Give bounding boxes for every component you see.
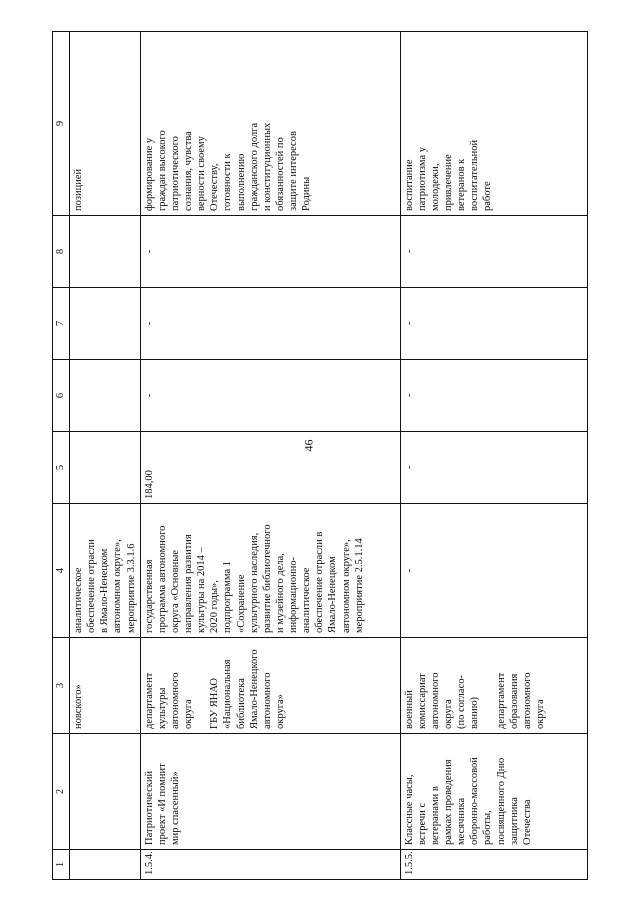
header-cell: 8 [53, 216, 70, 288]
header-cell: 3 [53, 638, 70, 734]
row-value-6: - [400, 360, 587, 432]
page-number: 46 [301, 439, 316, 452]
header-cell: 1 [53, 850, 70, 880]
table-cell [70, 216, 141, 288]
header-cell: 5 [53, 432, 70, 504]
header-cell: 7 [53, 288, 70, 360]
header-cell: 4 [53, 504, 70, 638]
row-executor: департамент культуры автономного округа ГБУ ЯНАО «Национальная библиотека Ямало-Ненецкого автономного округа» [140, 638, 400, 734]
row-value-5: 184,00 [140, 432, 400, 504]
row-value-8: - [400, 216, 587, 288]
table-cell [70, 432, 141, 504]
table-cell [70, 850, 141, 880]
rotated-table-container [52, 32, 588, 880]
header-cell: 6 [53, 360, 70, 432]
row-number: 1.5.4. [140, 850, 400, 880]
row-result: воспитание патриотизма у молодежи, привлечение ветеранов к воспитательной работе [400, 32, 587, 216]
table-row [140, 32, 400, 880]
row-program: государственная программа автономного округа «Основные направления развития культуры на 2014 – 2020 годы», подпрограмма 1 «Сохранение культурного наследия, развитие библиотечного и музейного дела, информационно- аналитическое обеспечение отрасли в Ямало-Ненецком автономном округе», мероприятие 2.5.1.14 [140, 504, 400, 638]
row-value-7: - [400, 288, 587, 360]
header-cell: 9 [53, 32, 70, 216]
row-value-5: - [400, 432, 587, 504]
row-number: 1.5.5. [400, 850, 587, 880]
continuation-row [70, 32, 141, 880]
table-row [400, 32, 587, 880]
table-cell: новского» [70, 638, 141, 734]
row-value-6: - [140, 360, 400, 432]
row-value-7: - [140, 288, 400, 360]
row-value-8: - [140, 216, 400, 288]
row-name: Патриотический проект «И помнит мир спасенный» [140, 734, 400, 850]
row-result: формирование у граждан высокого патриотического сознания, чувства верности своему Отечеству, готовности к выполнению гражданского долга и конституционных обязанностей по защите интересов Родины [140, 32, 400, 216]
table-cell [70, 734, 141, 850]
header-cell: 2 [53, 734, 70, 850]
header-row [53, 32, 70, 880]
table-cell: позицией [70, 32, 141, 216]
row-name: Классные часы, встречи с ветеранами в рамках проведения месячника оборонно-массовой работы, посвященного Дню защитника Отечества [400, 734, 587, 850]
table-cell [70, 288, 141, 360]
table-cell: аналитическое обеспечение отрасли в Ямало-Ненецком автономном округе», мероприятие 3.3.1.6 [70, 504, 141, 638]
activity-table [52, 31, 588, 880]
row-executor: военный комиссариат автономного округа (по согласо- ванию) департамент образования автономного округа [400, 638, 587, 734]
row-program: - [400, 504, 587, 638]
table-cell [70, 360, 141, 432]
